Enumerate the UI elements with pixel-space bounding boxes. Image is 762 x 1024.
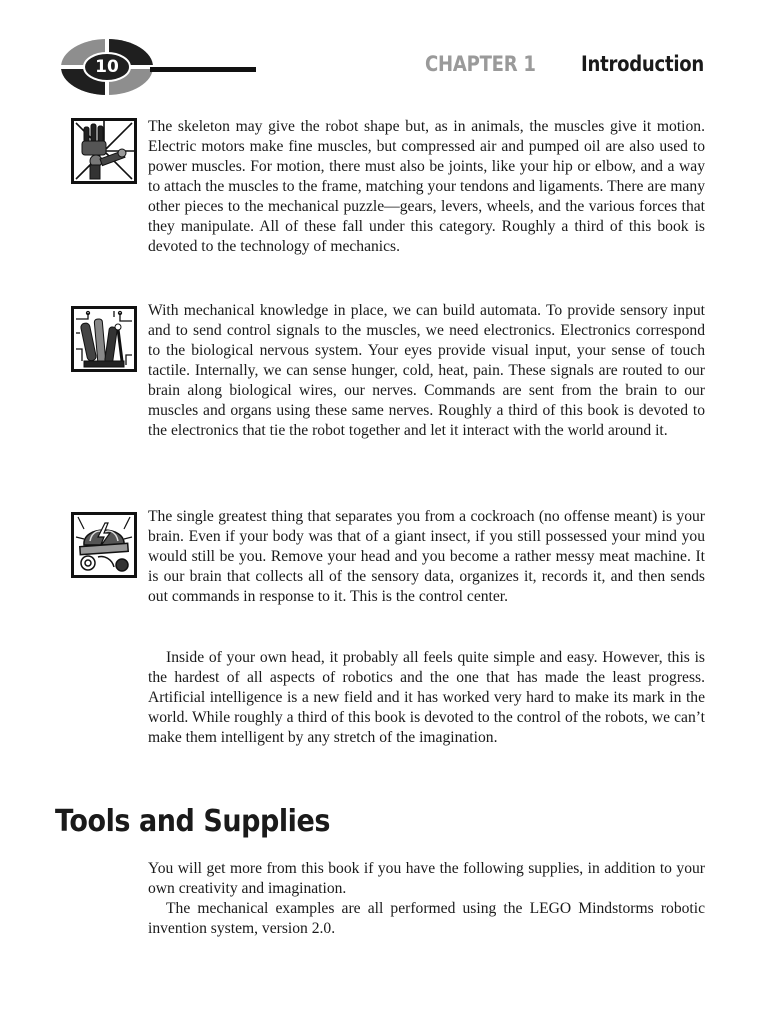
- robot-arm-icon: [71, 118, 137, 184]
- mechanics-paragraph: The skeleton may give the robot shape but, as in animals, the muscles give it motion. Electric motors make fine muscles, but compressed air and pumped oil are also used to power muscles. For motion, there must also be joints, like your hip or elbow, and a way to attach the muscles to the frame, matching your tendons and ligaments. There are many other pieces to the mechanical puzzle—gears, levers, wheels, and the various forces that they manipulate. All of these fall under this category. Roughly a third of this book is devoted to the technology of mechanics.: [148, 118, 705, 255]
- brain-lightning-icon: [71, 512, 137, 578]
- section-heading: Tools and Supplies: [55, 804, 330, 839]
- electronics-paragraph: With mechanical knowledge in place, we can build automata. To provide sensory input and to send control signals to the muscles, we need electronics. Electronics correspond to the biological nervous system. Your eyes provide visual input, your sense of touch tactile. Internally, we can sense hunger, cold, heat, pain. These signals are routed to our brain along biological wires, our nerves. Commands are sent from the brain to our muscles and organs using these same nerves. Roughly a third of this book is devoted to the electronics that tie the robot together and let it interact with the world around it.: [148, 302, 705, 439]
- control-paragraph: The single greatest thing that separates you from a cockroach (no offense meant) is your brain. Even if your body was that of a giant insect, if you still possessed your mind you would still be you. Remove your head and you become a rather messy meat machine. It is our brain that collects all of the sensory data, organizes it, records it, and then sends out commands in response to it. This is the control center.: [148, 508, 705, 605]
- page-number: 10: [95, 57, 119, 77]
- chapter-title: Introduction: [580, 52, 704, 76]
- control-continuation-paragraph: Inside of your own head, it probably all feels quite simple and easy. However, this is the hardest of all aspects of robotics and the one that has made the least progress. Artificial intelligence is a new field and it has worked very hard to make its mark in the world. While roughly a third of this book is devoted to the control of the robots, we can’t make them intelligent by any stretch of the imagination.: [148, 649, 705, 746]
- tools-paragraph-2: The mechanical examples are all performed using the LEGO Mindstorms robotic invention system, version 2.0.: [148, 900, 705, 937]
- running-head: [407, 52, 704, 76]
- chapter-label: CHAPTER 1: [425, 52, 536, 76]
- circuit-components-icon: [71, 306, 137, 372]
- header-rule: [150, 67, 256, 72]
- tools-paragraph-1: You will get more from this book if you have the following supplies, in addition to your own creativity and imagination.: [148, 860, 705, 897]
